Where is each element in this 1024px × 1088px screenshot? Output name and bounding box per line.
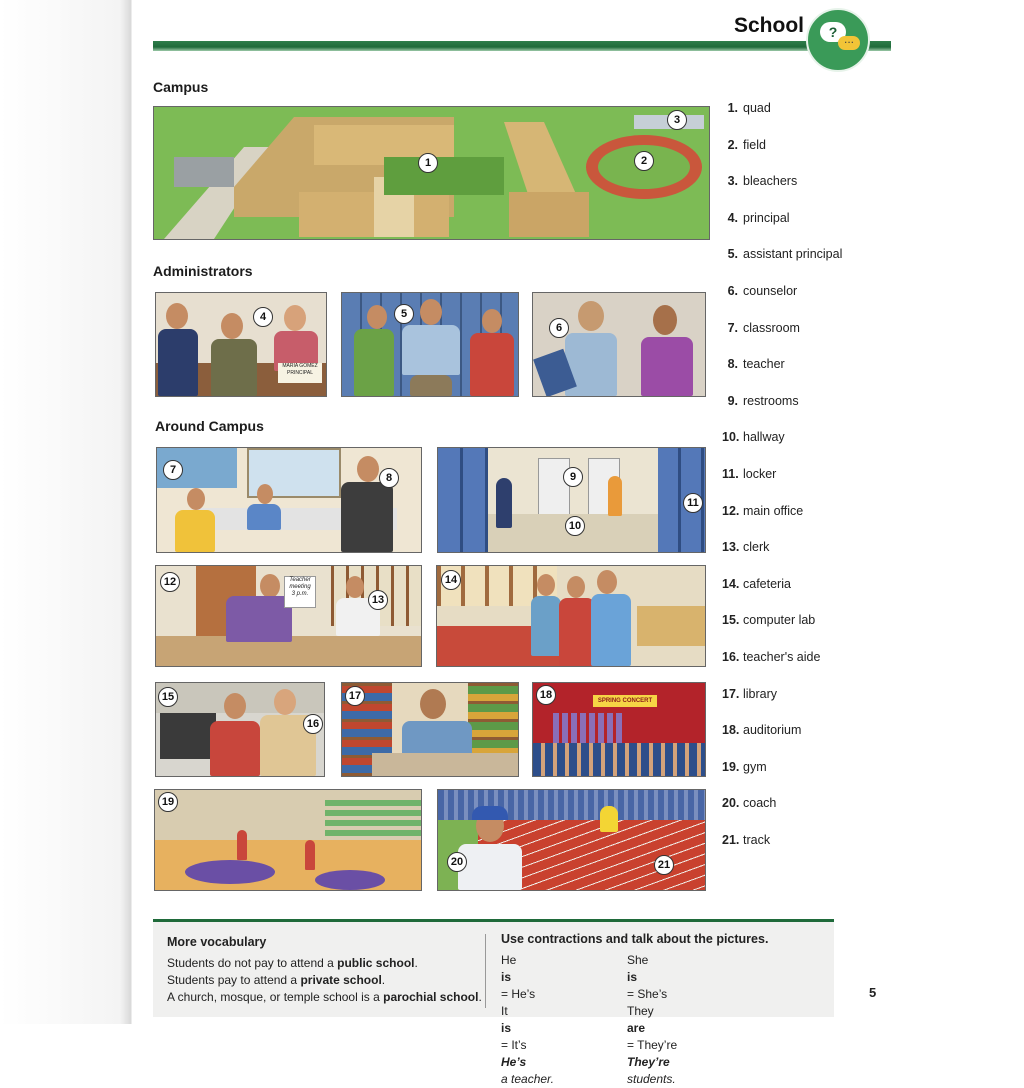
more-vocabulary-title: More vocabulary: [167, 935, 267, 949]
nameplate-name: MARIA GOMEZ: [282, 363, 318, 369]
callout-badge: 19: [158, 792, 178, 812]
callout-badge: 10: [565, 516, 585, 536]
callout-badge: 4: [253, 307, 273, 327]
meeting-note-line2: meeting: [289, 584, 311, 590]
concert-banner: SPRING CONCERT: [593, 695, 657, 707]
page-title: School: [734, 14, 805, 37]
list-item: 3. bleachers: [727, 174, 798, 189]
campus-illustration: [153, 106, 710, 240]
meeting-note-line3: 3 p.m.: [291, 591, 309, 597]
meeting-note-line1: Teacher: [289, 577, 311, 583]
list-item: 1. quad: [727, 101, 771, 115]
page-gutter: [0, 0, 132, 1024]
contractions-row: Itis= It’s Theyare= They’re: [501, 1004, 678, 1052]
list-item: 4. principal: [727, 210, 790, 225]
campus-scene: [154, 107, 709, 239]
more-vocabulary-line: Students do not pay to attend a public school.: [167, 956, 418, 970]
callout-badge: 18: [536, 685, 556, 705]
callout-badge: 8: [379, 468, 399, 488]
callout-badge: 7: [163, 460, 183, 480]
contractions-title: Use contractions and talk about the pictures.: [501, 932, 769, 946]
contractions-row: He’sa teacher. They’restudents.: [501, 1055, 676, 1086]
list-item: 19. gym: [722, 759, 767, 774]
hallway-illustration: [437, 447, 706, 553]
list-item: 20. coach: [722, 796, 777, 811]
section-heading-campus: Campus: [153, 79, 209, 95]
column-divider: [485, 934, 486, 1008]
more-vocabulary-line: A church, mosque, or temple school is a parochial school.: [167, 990, 482, 1004]
chat-bubble-icon: [806, 8, 870, 72]
section-heading-administrators: Administrators: [153, 263, 253, 279]
callout-badge: 13: [368, 590, 388, 610]
counselor-illustration: [532, 292, 706, 397]
computer-lab-illustration: [155, 682, 325, 777]
list-item: 6. counselor: [727, 283, 798, 298]
list-item: 2. field: [727, 137, 766, 152]
vocabulary-list: [722, 101, 892, 869]
callout-badge: 5: [394, 304, 414, 324]
list-item: 15. computer lab: [722, 613, 816, 628]
nameplate-title: PRINCIPAL: [286, 370, 314, 376]
more-vocabulary-line: Students pay to attend a private school.: [167, 973, 386, 987]
callout-badge: 6: [549, 318, 569, 338]
callout-badge: 2: [634, 151, 654, 171]
list-item: 7. classroom: [727, 320, 800, 335]
list-item: 11. locker: [722, 466, 777, 481]
callout-badge: 15: [158, 687, 178, 707]
principal-illustration: [155, 292, 327, 397]
callout-badge: 1: [418, 153, 438, 173]
auditorium-illustration: [532, 682, 706, 777]
header-rule: [153, 41, 891, 51]
contractions-column: [501, 932, 821, 1088]
callout-badge: 3: [667, 110, 687, 130]
list-item: 8. teacher: [727, 357, 785, 372]
callout-badge: 21: [654, 855, 674, 875]
gym-illustration: [154, 789, 422, 891]
callout-badge: 11: [683, 493, 703, 513]
list-item: 13. clerk: [722, 540, 770, 555]
page-number: 5: [869, 985, 877, 1000]
callout-badge: 12: [160, 572, 180, 592]
list-item: 9. restrooms: [727, 393, 799, 408]
list-item: 5. assistant principal: [727, 247, 843, 262]
library-illustration: [341, 682, 519, 777]
list-item: 17. library: [722, 686, 778, 701]
more-vocabulary-box: [153, 919, 834, 1086]
callout-badge: 14: [441, 570, 461, 590]
callout-badge: 9: [563, 467, 583, 487]
list-item: 18. auditorium: [722, 723, 802, 738]
contractions-row: Heis= He’s Sheis= She’s: [501, 953, 668, 1001]
list-item: 14. cafeteria: [722, 576, 791, 591]
list-item: 10. hallway: [722, 430, 785, 445]
main-office-illustration: [155, 565, 422, 667]
list-item: 21. track: [722, 832, 771, 847]
assistant-principal-illustration: [341, 292, 519, 397]
callout-badge: 16: [303, 714, 323, 734]
track-illustration: [437, 789, 706, 891]
list-item: 16. teacher's aide: [722, 649, 821, 664]
more-vocabulary-column: [167, 935, 487, 1006]
ellipsis-icon: ...: [838, 36, 860, 50]
section-heading-around-campus: Around Campus: [155, 418, 264, 434]
callout-badge: 20: [447, 852, 467, 872]
classroom-illustration: [156, 447, 422, 553]
cafeteria-illustration: [436, 565, 706, 667]
question-mark-icon: ?: [820, 22, 846, 42]
callout-badge: 17: [345, 686, 365, 706]
list-item: 12. main office: [722, 503, 804, 518]
